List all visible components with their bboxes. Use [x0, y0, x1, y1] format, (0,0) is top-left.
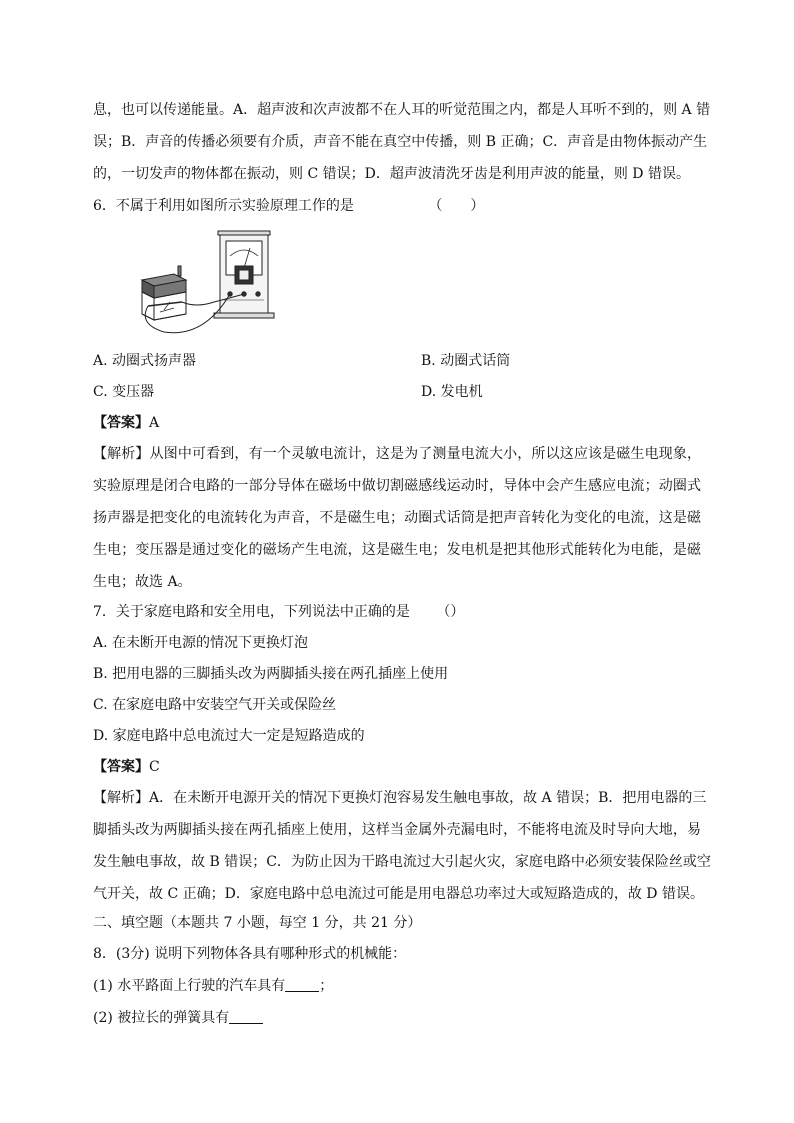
magnet-icon	[142, 266, 186, 320]
q6-analysis-line-3: 扬声器是把变化的电流转化为声音，不是磁生电；动圈式话筒是把声音转化为变化的电流，这是磁	[93, 510, 701, 526]
q7-answer	[93, 758, 160, 776]
q8-item-1-blank[interactable]	[285, 977, 319, 992]
q8-item-2	[93, 1009, 263, 1027]
q6-answer-value: A	[149, 415, 160, 431]
q6-analysis-line-2: 实验原理是闭合电路的一部分导体在磁场中做切割磁感线运动时，导体中会产生感应电流；动圈式	[93, 478, 701, 494]
q6-option-d: D. 发电机	[421, 384, 483, 400]
q6-option-c: C. 变压器	[93, 384, 155, 400]
q6-analysis-line-1: 【解析】从图中可看到，有一个灵敏电流计，这是为了测量电流大小，所以这应该是磁生电现象，	[93, 446, 701, 462]
q8-item-2-text: (2) 被拉长的弹簧具有	[93, 1010, 230, 1026]
q7-analysis-line-1: 【解析】A．在未断开电源开关的情况下更换灯泡容易发生触电事故，故 A 错误；B．把用电器的三	[93, 790, 707, 806]
q7-paren: （）	[436, 604, 465, 620]
q6-option-b: B. 动圈式话筒	[421, 353, 511, 369]
q7-option-b: B. 把用电器的三脚插头改为两脚插头接在两孔插座上使用	[93, 666, 449, 682]
section-2-heading: 二、填空题（本题共 7 小题，每空 1 分，共 21 分）	[93, 915, 422, 931]
q6-answer-tag: 【答案】	[93, 415, 149, 431]
q7-analysis-line-2: 脚插头改为两脚插头接在两孔插座上使用，这样当金属外壳漏电时，不能将电流及时导向大地，易	[93, 822, 701, 838]
q6-stem	[93, 197, 484, 215]
q7-option-a: A. 在未断开电源的情况下更换灯泡	[93, 635, 309, 651]
q8-item-1	[93, 977, 333, 995]
q6-stem-text: 6．不属于利用如图所示实验原理工作的是	[93, 198, 354, 214]
q7-option-c: C. 在家庭电路中安装空气开关或保险丝	[93, 697, 337, 713]
q7-analysis-line-3: 发生触电事故，故 B 错误；C．为防止因为干路电流过大引起火灾，家庭电路中必须安装保险丝或空	[93, 854, 711, 870]
q6-option-a: A. 动圈式扬声器	[93, 353, 197, 369]
intro-line-1: 息，也可以传递能量。A．超声波和次声波都不在人耳的听觉范围之内，都是人耳听不到的，则 A 错	[93, 102, 711, 118]
q7-stem-text: 7．关于家庭电路和安全用电，下列说法中正确的是	[93, 604, 410, 620]
galvanometer-experiment-figure	[134, 228, 282, 340]
q8-item-2-blank[interactable]	[229, 1009, 263, 1024]
q7-answer-tag: 【答案】	[93, 759, 149, 775]
q8-item-1-tail: ；	[319, 978, 334, 994]
q8-item-1-text: (1) 水平路面上行驶的汽车具有	[93, 978, 286, 994]
q6-answer	[93, 414, 159, 432]
q7-analysis-line-4: 气开关，故 C 正确；D．家庭电路中总电流过可能是用电器总功率过大或短路造成的，故 D 错误。	[93, 886, 704, 902]
intro-line-3: 的，一切发声的物体都在振动，则 C 错误；D．超声波清洗牙齿是利用声波的能量，则 D 错误。	[93, 166, 690, 182]
q7-answer-value: C	[149, 759, 160, 775]
q7-option-d: D. 家庭电路中总电流过大一定是短路造成的	[93, 728, 365, 744]
q6-analysis-line-4: 生电；变压器是通过变化的磁场产生电流，这是磁生电；发电机是把其他形式能转化为电能，是磁	[93, 542, 701, 558]
q6-paren: （ ）	[428, 198, 485, 214]
intro-line-2: 误；B．声音的传播必须要有介质，声音不能在真空中传播，则 B 正确；C．声音是由物体振动产生	[93, 134, 708, 150]
q6-analysis-line-5: 生电；故选 A。	[93, 574, 192, 590]
q7-stem	[93, 603, 464, 621]
q8-stem: 8．(3分) 说明下列物体各具有哪种形式的机械能：	[93, 946, 407, 962]
